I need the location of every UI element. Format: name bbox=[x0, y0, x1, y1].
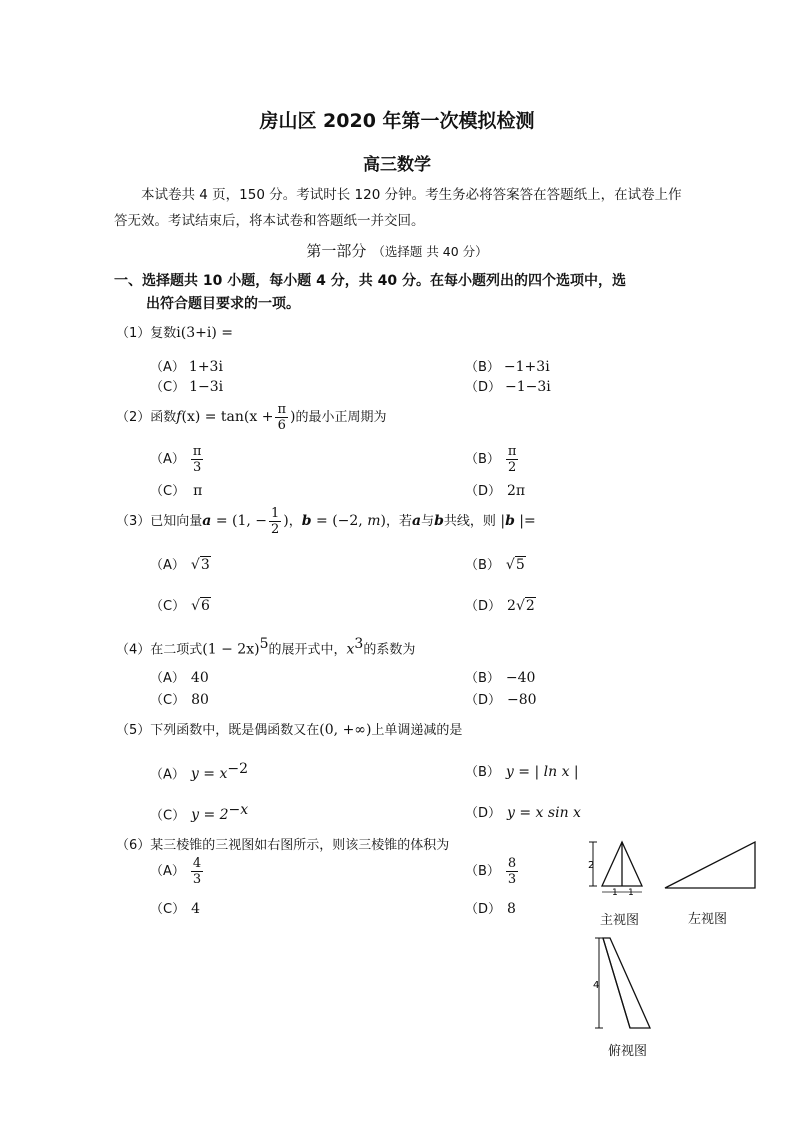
q4-number: （4） bbox=[116, 642, 151, 658]
option-label: （D） bbox=[465, 806, 502, 821]
sqrt: √5 bbox=[505, 557, 525, 573]
q2-option-c[interactable] bbox=[150, 480, 202, 499]
q2-tail: 的最小正周期为 bbox=[295, 410, 387, 425]
option-label: （B） bbox=[465, 452, 500, 467]
q1-expr: i(3+i) = bbox=[176, 325, 233, 341]
option-label: （A） bbox=[150, 558, 185, 573]
option-label: （A） bbox=[150, 671, 185, 686]
question-6 bbox=[116, 834, 449, 853]
q3-option-a[interactable] bbox=[150, 554, 211, 573]
option-value: y = x sin x bbox=[507, 805, 581, 821]
option-label: （C） bbox=[150, 599, 186, 614]
sqrt: √6 bbox=[191, 598, 210, 614]
front-view-caption: 主视图 bbox=[600, 913, 640, 928]
top-view-figure bbox=[588, 934, 658, 1034]
vector-b: b bbox=[434, 513, 444, 529]
q4-mid: 的展开式中， bbox=[268, 642, 347, 658]
section-heading bbox=[114, 270, 694, 316]
denominator: 3 bbox=[193, 460, 202, 475]
numerator: 1 bbox=[271, 506, 280, 521]
option-value: 80 bbox=[191, 692, 209, 708]
q4-x: x bbox=[346, 641, 355, 658]
option-value: −1−3i bbox=[505, 379, 551, 395]
q3-tail2: 共线，则 bbox=[443, 514, 496, 529]
q6-option-b[interactable] bbox=[465, 856, 520, 887]
option-value: 40 bbox=[190, 670, 209, 686]
option-value: −40 bbox=[505, 670, 536, 686]
q3-m: m bbox=[367, 513, 381, 529]
numerator: π bbox=[507, 444, 517, 459]
q4-pow: 5 bbox=[259, 636, 269, 652]
option-label: （D） bbox=[465, 484, 502, 499]
q1-text: 复数 bbox=[150, 326, 177, 341]
q2-option-b[interactable] bbox=[465, 444, 520, 475]
option-label: （A） bbox=[150, 360, 185, 375]
question-5 bbox=[116, 719, 462, 738]
q6-text: 某三棱锥的三视图如右图所示，则该三棱锥的体积为 bbox=[150, 838, 450, 853]
q4-option-b[interactable] bbox=[465, 667, 535, 686]
option-label: （B） bbox=[465, 558, 500, 573]
q4-text: 在二项式 bbox=[150, 642, 203, 658]
q1-option-a[interactable] bbox=[150, 356, 223, 375]
q1-option-d[interactable] bbox=[465, 376, 551, 395]
option-label: （B） bbox=[465, 864, 500, 879]
q3-option-c[interactable] bbox=[150, 595, 211, 614]
option-label: （C） bbox=[150, 902, 186, 917]
option-value: 4 bbox=[191, 901, 200, 917]
q6-option-a[interactable] bbox=[150, 856, 205, 887]
denominator: 2 bbox=[508, 460, 517, 475]
q3-tail1: ，若 bbox=[385, 514, 412, 529]
vector-b: b bbox=[301, 513, 312, 529]
option-label: （C） bbox=[150, 808, 186, 824]
part-subtitle: （选择题 共 40 分） bbox=[372, 244, 488, 259]
option-value: −80 bbox=[507, 692, 537, 708]
sqrt: √2 bbox=[515, 598, 535, 614]
numerator: 8 bbox=[507, 856, 517, 871]
q6-number: （6） bbox=[116, 838, 151, 853]
q3-a-close: ) bbox=[283, 513, 289, 529]
option-value: 8 bbox=[507, 901, 516, 917]
option-value: −1+3i bbox=[503, 359, 550, 375]
numerator: π bbox=[192, 444, 202, 459]
radicand: 3 bbox=[200, 557, 210, 573]
option-value: y = 2 bbox=[191, 807, 229, 824]
q5-tail: 上单调递减的是 bbox=[371, 723, 463, 738]
q6-option-c[interactable] bbox=[150, 898, 200, 917]
sqrt: √3 bbox=[190, 557, 210, 573]
q3-abs-close: |= bbox=[514, 513, 536, 529]
q3-b-close: ) bbox=[380, 513, 386, 529]
length-label: 4 bbox=[593, 980, 600, 991]
exam-instructions: 本试卷共 4 页，150 分。考试时长 120 分钟。考生务必将答案答在答题纸上，在试卷上作答无效。考试结束后，将本试卷和答题纸一并交回。 bbox=[114, 187, 682, 229]
q3-fraction bbox=[269, 506, 281, 537]
q4-option-a[interactable] bbox=[150, 667, 209, 686]
option-label: （D） bbox=[465, 380, 502, 395]
q5-option-a[interactable] bbox=[150, 761, 248, 782]
option-label: （B） bbox=[465, 671, 500, 686]
height-label: 2 bbox=[588, 860, 595, 871]
part-heading bbox=[0, 240, 794, 261]
q4-xpow: 3 bbox=[354, 636, 364, 652]
numerator: 4 bbox=[192, 856, 202, 871]
option-value: y = x bbox=[190, 766, 228, 783]
q4-binom: (1 − 2x) bbox=[202, 641, 260, 658]
q4-option-c[interactable] bbox=[150, 689, 209, 708]
option-fraction bbox=[506, 856, 518, 887]
q3-a-eq: = (1, − bbox=[211, 513, 268, 529]
q3-text: 已知向量 bbox=[150, 514, 203, 529]
option-value: π bbox=[193, 483, 203, 499]
denominator: 6 bbox=[277, 418, 286, 433]
q2-option-d[interactable] bbox=[465, 480, 525, 499]
q5-text: 下列函数中，既是偶函数又在 bbox=[150, 723, 320, 738]
q4-tail: 的系数为 bbox=[363, 642, 416, 658]
q1-number: （1） bbox=[116, 326, 151, 341]
q3-b-eq: = (−2, bbox=[311, 513, 368, 529]
denominator: 3 bbox=[507, 872, 517, 887]
side-view-caption: 左视图 bbox=[688, 912, 728, 927]
coefficient: 2 bbox=[507, 598, 516, 614]
option-label: （D） bbox=[465, 693, 502, 708]
option-label: （A） bbox=[150, 864, 185, 879]
section-line-1: 一、选择题共 10 小题，每小题 4 分，共 40 分。在每小题列出的四个选项中，选 bbox=[114, 273, 626, 289]
option-label: （C） bbox=[150, 484, 186, 499]
exam-subtitle: 高三数学 bbox=[363, 155, 431, 175]
q2-fraction bbox=[275, 402, 288, 433]
option-fraction bbox=[191, 444, 204, 475]
option-label: （D） bbox=[465, 902, 502, 917]
option-value: 2π bbox=[507, 483, 526, 499]
option-label: （A） bbox=[150, 452, 185, 467]
q6-option-d[interactable] bbox=[465, 898, 516, 917]
q2-text: 函数 bbox=[150, 410, 177, 425]
option-label: （D） bbox=[465, 599, 502, 614]
q5-option-b[interactable] bbox=[465, 761, 579, 780]
option-value: 1−3i bbox=[189, 379, 224, 395]
question-1 bbox=[116, 322, 233, 341]
base-left-label: 1 bbox=[612, 888, 618, 896]
option-fraction bbox=[506, 444, 519, 475]
question-3 bbox=[116, 506, 536, 537]
q4-option-d[interactable] bbox=[465, 689, 537, 708]
radicand: 2 bbox=[525, 598, 535, 614]
q1-option-c[interactable] bbox=[150, 376, 223, 395]
q5-interval: (0, +∞) bbox=[319, 722, 372, 738]
q5-option-d[interactable] bbox=[465, 802, 581, 821]
option-value: y = | ln x | bbox=[505, 764, 579, 780]
option-label: （B） bbox=[465, 360, 500, 375]
part-title: 第一部分 bbox=[306, 242, 367, 260]
vector-b: b bbox=[505, 513, 515, 529]
q2-close: ) bbox=[290, 409, 296, 425]
q1-option-b[interactable] bbox=[465, 356, 550, 375]
radicand: 5 bbox=[515, 557, 525, 573]
q2-expr: (x) = tan(x + bbox=[181, 409, 274, 425]
section-line-2: 出符合题目要求的一项。 bbox=[146, 296, 300, 312]
numerator: π bbox=[277, 402, 287, 417]
base-right-label: 1 bbox=[628, 888, 634, 896]
q3-comma: ， bbox=[288, 514, 302, 529]
denominator: 3 bbox=[192, 872, 202, 887]
q3-yu: 与 bbox=[421, 514, 435, 529]
question-4 bbox=[116, 636, 415, 657]
denominator: 2 bbox=[271, 522, 280, 537]
q5-option-c[interactable] bbox=[150, 802, 248, 823]
q3-number: （3） bbox=[116, 514, 151, 529]
option-exponent: −2 bbox=[227, 761, 248, 777]
q2-f: f bbox=[176, 409, 182, 425]
option-label: （B） bbox=[465, 765, 500, 780]
vector-a: a bbox=[411, 513, 422, 529]
top-view-caption: 俯视图 bbox=[608, 1044, 648, 1059]
q3-abs-open: | bbox=[495, 513, 506, 529]
option-label: （C） bbox=[150, 380, 186, 395]
option-value: 1+3i bbox=[188, 359, 223, 375]
option-exponent: −x bbox=[228, 802, 249, 818]
q2-option-a[interactable] bbox=[150, 444, 205, 475]
option-label: （C） bbox=[150, 693, 186, 708]
exam-title: 房山区 2020 年第一次模拟检测 bbox=[259, 110, 535, 132]
q3-option-d[interactable] bbox=[465, 595, 536, 614]
side-view-figure bbox=[660, 838, 760, 890]
vector-a: a bbox=[202, 513, 212, 529]
radicand: 6 bbox=[201, 598, 210, 614]
q5-number: （5） bbox=[116, 723, 151, 738]
q2-number: （2） bbox=[116, 410, 151, 425]
option-fraction bbox=[191, 856, 203, 887]
q3-option-b[interactable] bbox=[465, 554, 526, 573]
option-label: （A） bbox=[150, 767, 185, 783]
question-2 bbox=[116, 402, 387, 433]
